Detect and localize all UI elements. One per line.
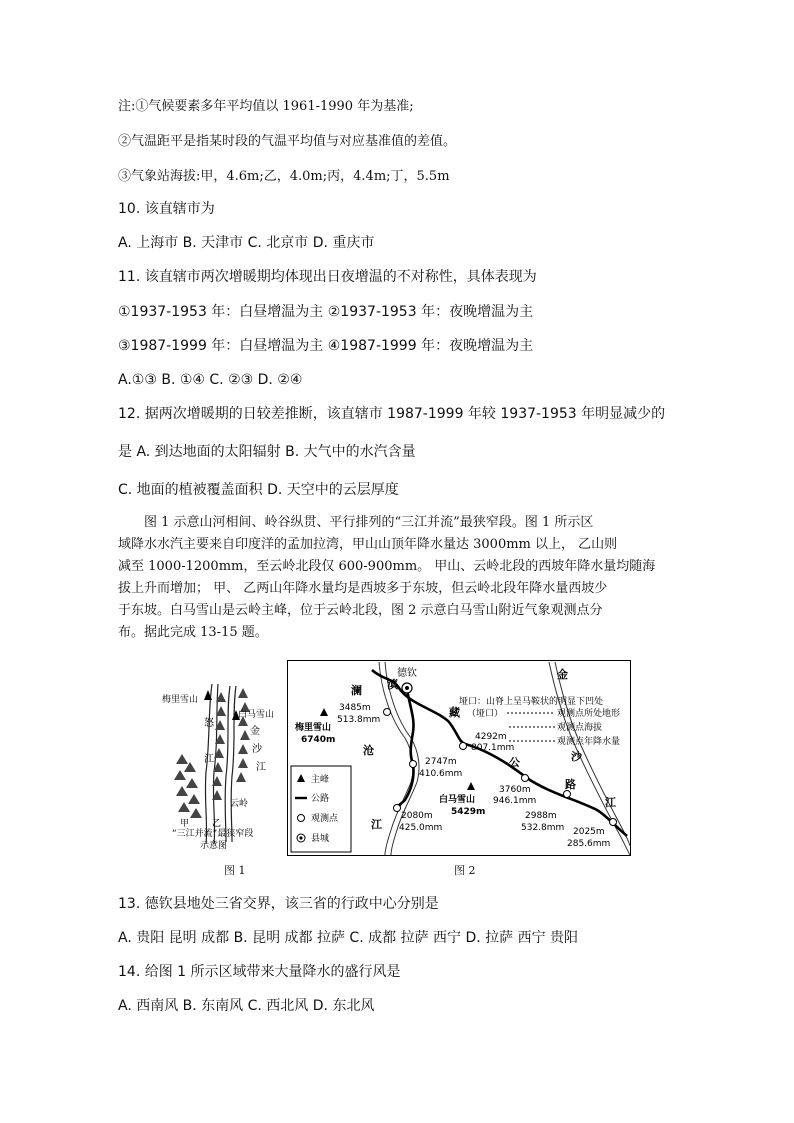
station-alt: 3485m — [339, 703, 371, 713]
station-icon — [384, 709, 391, 716]
label-cang: 沧 — [363, 744, 374, 757]
station-rain: 410.6mm — [419, 769, 463, 779]
label-nu: 怒 — [204, 718, 214, 729]
station-rain: 532.8mm — [521, 823, 565, 833]
question-11-items-2: ③1987-1999 年：白昼增温为主 ④1987-1999 年：夜晚增温为主 — [118, 338, 534, 354]
station-icon — [410, 761, 417, 768]
lancang-river-bank — [231, 686, 236, 842]
passage — [118, 512, 678, 644]
legend-county-dot — [299, 836, 302, 839]
legend-county: 县城 — [311, 834, 330, 844]
passage-line: 于东坡。白马雪山是云岭主峰，位于云岭北段，图 2 示意白马雪山附近气象观测点分 — [118, 603, 603, 618]
station-rain: 425.0mm — [399, 823, 443, 833]
question-12-line2: 是 A. 到达地面的太阳辐射 B. 大气中的水汽含量 — [118, 444, 416, 460]
label-baima-height: 5429m — [451, 807, 486, 817]
figure-1-caption: 图 1 — [224, 864, 246, 877]
station-alt: 2025m — [573, 827, 605, 837]
passage-line: 减至 1000-1200mm，至云岭北段仅 600-900mm。 甲山、云岭北段的西坡年降水量均随海 — [118, 559, 656, 574]
label-yi: 乙 — [212, 819, 222, 829]
station-icon — [522, 775, 529, 782]
label-jia: 甲 — [180, 819, 190, 829]
question-10-stem: 10. 该直辖市为 — [118, 201, 215, 217]
legend-road: 公路 — [311, 794, 330, 804]
label-jiang2: 江 — [256, 762, 266, 773]
label-meili: 梅里雪山 — [162, 695, 199, 705]
label-deqin: 德钦 — [397, 668, 417, 679]
question-14-stem: 14. 给图 1 所示区域带来大量降水的盛行风是 — [118, 964, 401, 980]
station-icon — [564, 791, 571, 798]
label-zang: 藏 — [449, 706, 460, 719]
label-meili-height: 6740m — [301, 735, 336, 745]
station-alt: 4292m — [475, 732, 507, 742]
label-gong: 公 — [509, 756, 520, 769]
question-11-options: A.①③ B. ①④ C. ②③ D. ②④ — [118, 372, 303, 388]
station-rain: 513.8mm — [337, 715, 381, 725]
label-jiang: 江 — [204, 754, 214, 765]
figure-1-subtitle: 示意图 — [200, 841, 228, 851]
label-jin: 金 — [557, 668, 568, 681]
passage-line: 图 1 示意山河相间、岭谷纵贯、平行排列的“三江并流”最狭窄段。图 1 所示区 — [144, 515, 594, 530]
mountain-yi — [212, 692, 226, 800]
annotation-pass-short: （垭口） — [467, 709, 504, 719]
annotation-terrain: 观测点所处地形 — [557, 709, 621, 719]
legend-peak: 主峰 — [311, 775, 330, 785]
note-1: 注:①气候要素多年平均值以 1961-1990 年为基准; — [118, 99, 414, 114]
station-alt: 2747m — [425, 757, 457, 767]
station-icon — [394, 805, 401, 812]
station-rain: 285.6mm — [567, 839, 611, 849]
question-12-stem: 12. 据两次增暖期的日较差推断，该直辖市 1987-1999 年较 1937-1953 年明显减少的 — [118, 406, 666, 422]
label-lu: 路 — [565, 778, 576, 791]
station-icon — [460, 743, 467, 750]
question-10-options: A. 上海市 B. 天津市 C. 北京市 D. 重庆市 — [118, 235, 375, 251]
mountain-jia — [174, 754, 202, 818]
lancang-river — [225, 686, 230, 842]
figure-2-caption: 图 2 — [454, 864, 476, 877]
label-jiang2: 江 — [605, 796, 616, 809]
label-baima: 白马雪山 — [238, 710, 275, 720]
question-11-items-1: ①1937-1953 年：白昼增温为主 ②1937-1953 年：夜晚增温为主 — [118, 304, 534, 320]
station-alt: 3760m — [499, 785, 531, 795]
note-3: ③气象站海拔:甲，4.6m;乙，4.0m;丙，4.4m;丁，5.5m — [118, 169, 450, 184]
question-13-stem: 13. 德钦县地处三省交界，该三省的行政中心分别是 — [118, 896, 439, 912]
station-icon — [610, 819, 617, 826]
figure-1-title: “三江并流”最狭窄段 — [172, 829, 254, 839]
label-yunling: 云岭 — [230, 799, 249, 809]
question-12-line3: C. 地面的植被覆盖面积 D. 天空中的云层厚度 — [118, 482, 399, 498]
annotation-pass: 垭口：山脊上呈马鞍状的明显下凹处 — [459, 697, 604, 707]
label-sha: 沙 — [252, 744, 262, 755]
label-sha: 沙 — [571, 750, 582, 763]
question-14-options: A. 西南风 B. 东南风 C. 西北风 D. 东北风 — [118, 998, 375, 1014]
station-alt: 2988m — [525, 811, 557, 821]
passage-line: 布。据此完成 13-15 题。 — [118, 625, 268, 640]
station-alt: 2080m — [401, 811, 433, 821]
legend-station-icon — [298, 815, 305, 822]
figure-1-map — [160, 672, 280, 852]
label-meili: 梅里雪山 — [295, 723, 332, 733]
station-rain: 807.1mm — [471, 743, 515, 753]
figure-2-map — [287, 660, 631, 856]
note-2: ②气温距平是指某时段的气温平均值与对应基准值的差值。 — [118, 134, 457, 149]
label-lan: 澜 — [351, 684, 362, 697]
annotation-altitude: 观测点海拔 — [557, 723, 603, 733]
passage-line: 域降水水汽主要来自印度洋的孟加拉湾，甲山山顶年降水量达 3000mm 以上， 乙山则 — [118, 537, 618, 552]
label-jin: 金 — [250, 726, 260, 737]
annotation-rainfall: 观测点年降水量 — [557, 737, 621, 747]
label-jiang: 江 — [371, 818, 382, 831]
passage-line: 拔上升而增加； 甲、 乙两山年降水量均是西坡多于东坡，但云岭北段年降水量西坡少 — [118, 581, 608, 596]
question-13-options: A. 贵阳 昆明 成都 B. 昆明 成都 拉萨 C. 成都 拉萨 西宁 D. 拉萨 西宁 贵阳 — [118, 930, 579, 946]
deqin-county-dot — [405, 686, 409, 690]
label-baima: 白马雪山 — [439, 795, 476, 805]
label-dian: 滇 — [387, 678, 398, 691]
legend-station: 观测点 — [311, 814, 339, 824]
question-11-stem: 11. 该直辖市两次增暖期均体现出日夜增温的不对称性，具体表现为 — [118, 269, 537, 285]
station-rain: 946.1mm — [493, 796, 537, 806]
mountain-yunling — [236, 688, 250, 782]
